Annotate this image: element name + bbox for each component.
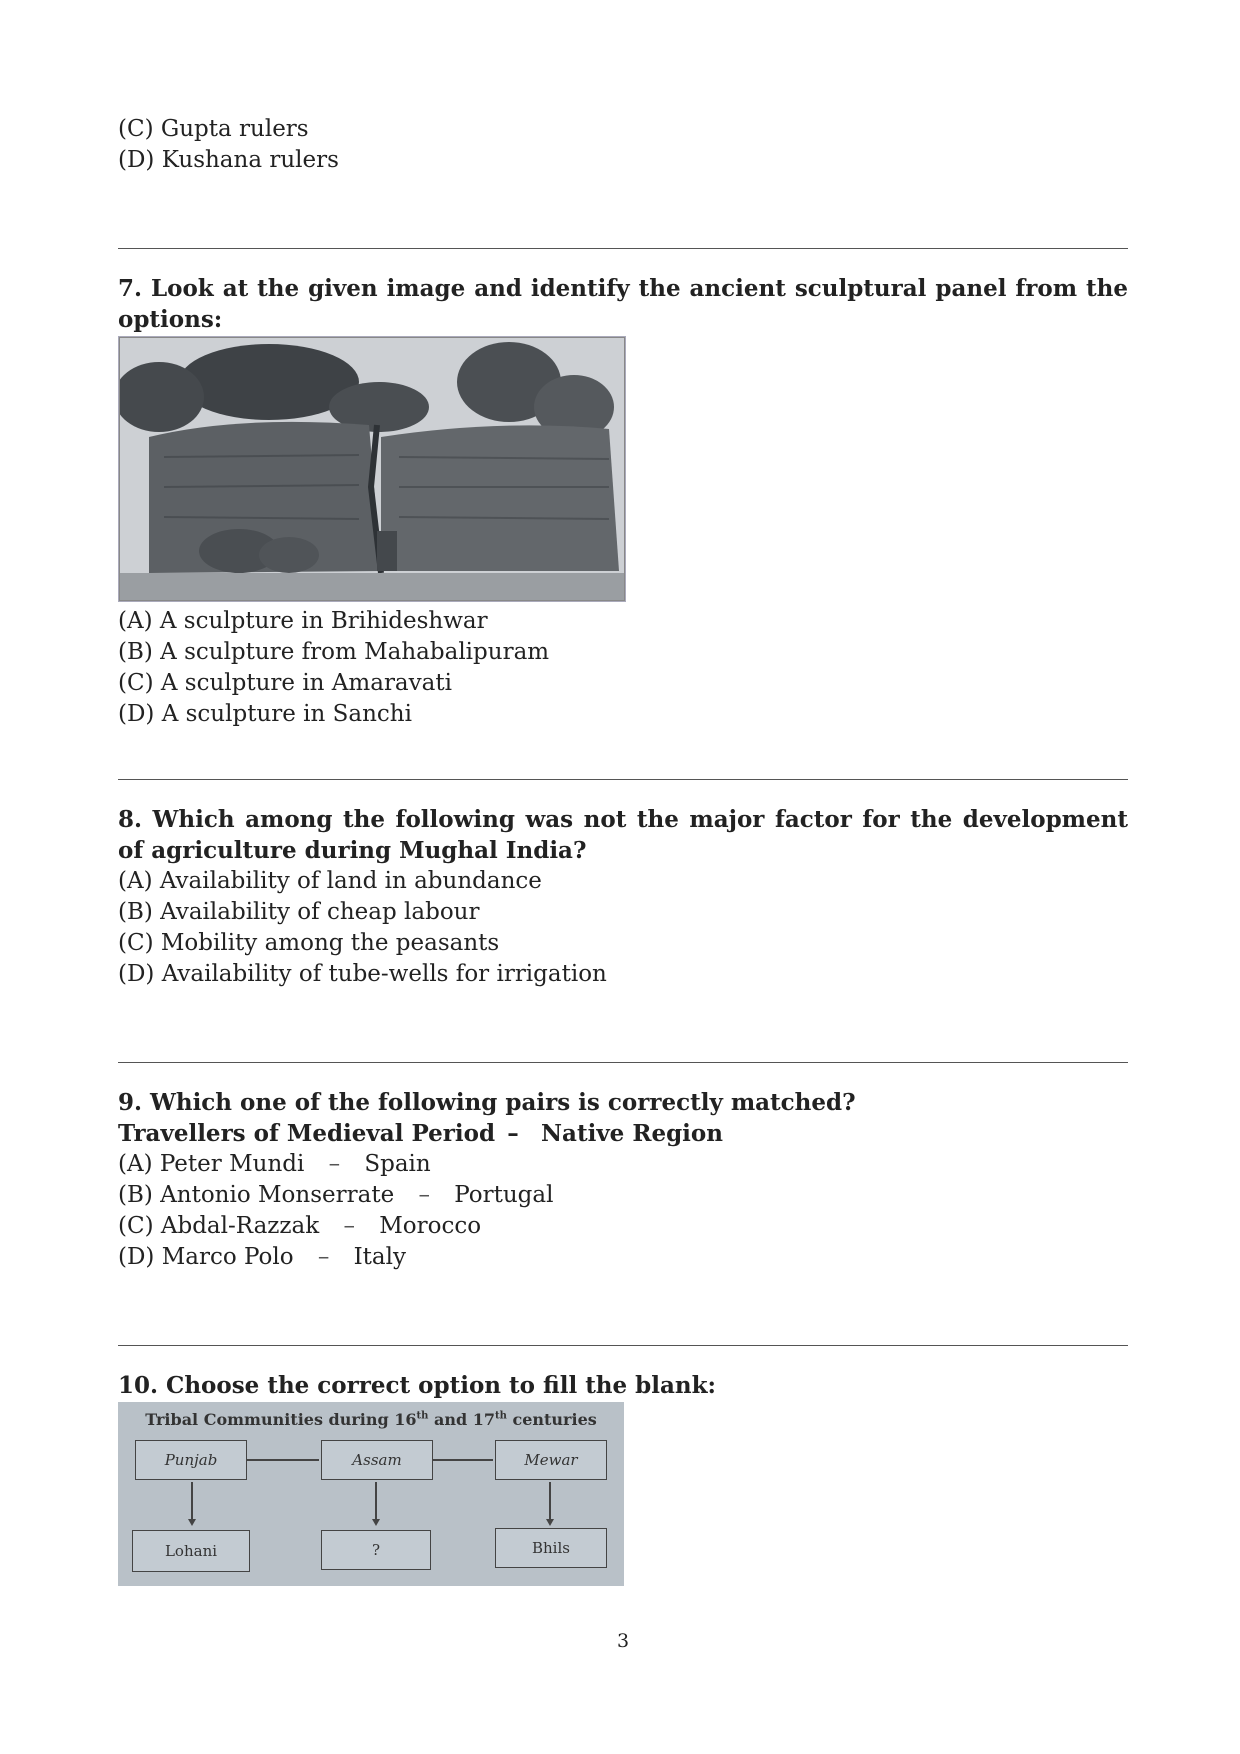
- arrow-line: [191, 1482, 193, 1520]
- tribal-communities-diagram: [118, 1402, 624, 1586]
- region-assam: Assam: [321, 1440, 433, 1480]
- sculpture-panel-image: [118, 336, 626, 602]
- option-b: (B) A sculpture from Mahabalipuram: [118, 639, 550, 665]
- arrow-line: [375, 1482, 377, 1520]
- divider: [118, 1062, 1128, 1063]
- option-b: (B) Availability of cheap labour: [118, 899, 480, 925]
- pair-c: (C) Abdal-Razzak – Morocco: [118, 1213, 482, 1239]
- tribe-lohani: Lohani: [132, 1530, 250, 1572]
- question-10: [118, 1370, 1128, 1401]
- option-d: (D) Kushana rulers: [118, 147, 339, 173]
- question-8-text: 8. Which among the following was not the major factor for the development of agriculture during Mughal India?: [118, 806, 1128, 864]
- tribe-bhils: Bhils: [495, 1528, 607, 1568]
- page-number: 3: [616, 1630, 630, 1652]
- arrow-down-icon: [546, 1519, 554, 1526]
- pairs-header: [118, 1118, 1128, 1149]
- divider: [118, 1345, 1128, 1346]
- connector-line: [247, 1459, 319, 1461]
- option-a: (A) A sculpture in Brihideshwar: [118, 608, 488, 634]
- region-punjab: Punjab: [135, 1440, 247, 1480]
- connector-line: [433, 1459, 493, 1461]
- q7-options: [118, 606, 1128, 730]
- sculpture-panel-illustration: [119, 337, 625, 601]
- question-9: [118, 1087, 1128, 1273]
- diagram-title: Tribal Communities during 16th and 17th centuries: [145, 1410, 597, 1429]
- option-d: (D) A sculpture in Sanchi: [118, 701, 412, 727]
- option-c: (C) A sculpture in Amaravati: [118, 670, 452, 696]
- question-7: [118, 273, 1128, 335]
- option-c: (C) Mobility among the peasants: [118, 930, 500, 956]
- divider: [118, 248, 1128, 249]
- question-9-text: 9. Which one of the following pairs is correctly matched?: [118, 1089, 856, 1116]
- arrow-line: [549, 1482, 551, 1520]
- tribe-blank: ?: [321, 1530, 431, 1570]
- pair-d: (D) Marco Polo – Italy: [118, 1244, 406, 1270]
- question-8: [118, 804, 1128, 990]
- header-dash: –: [507, 1120, 519, 1147]
- header-travellers: Travellers of Medieval Period: [118, 1120, 496, 1147]
- pair-a: (A) Peter Mundi – Spain: [118, 1151, 431, 1177]
- option-a: (A) Availability of land in abundance: [118, 868, 542, 894]
- question-7-text: 7. Look at the given image and identify the ancient sculptural panel from the options:: [118, 275, 1128, 333]
- arrow-down-icon: [188, 1519, 196, 1526]
- arrow-down-icon: [372, 1519, 380, 1526]
- pair-b: (B) Antonio Monserrate – Portugal: [118, 1182, 554, 1208]
- q6-options: [118, 114, 1128, 176]
- option-c: (C) Gupta rulers: [118, 116, 309, 142]
- region-mewar: Mewar: [495, 1440, 607, 1480]
- header-native-region: Native Region: [541, 1120, 723, 1147]
- divider: [118, 779, 1128, 780]
- option-d: (D) Availability of tube-wells for irrigation: [118, 961, 607, 987]
- question-10-text: 10. Choose the correct option to fill the blank:: [118, 1372, 717, 1399]
